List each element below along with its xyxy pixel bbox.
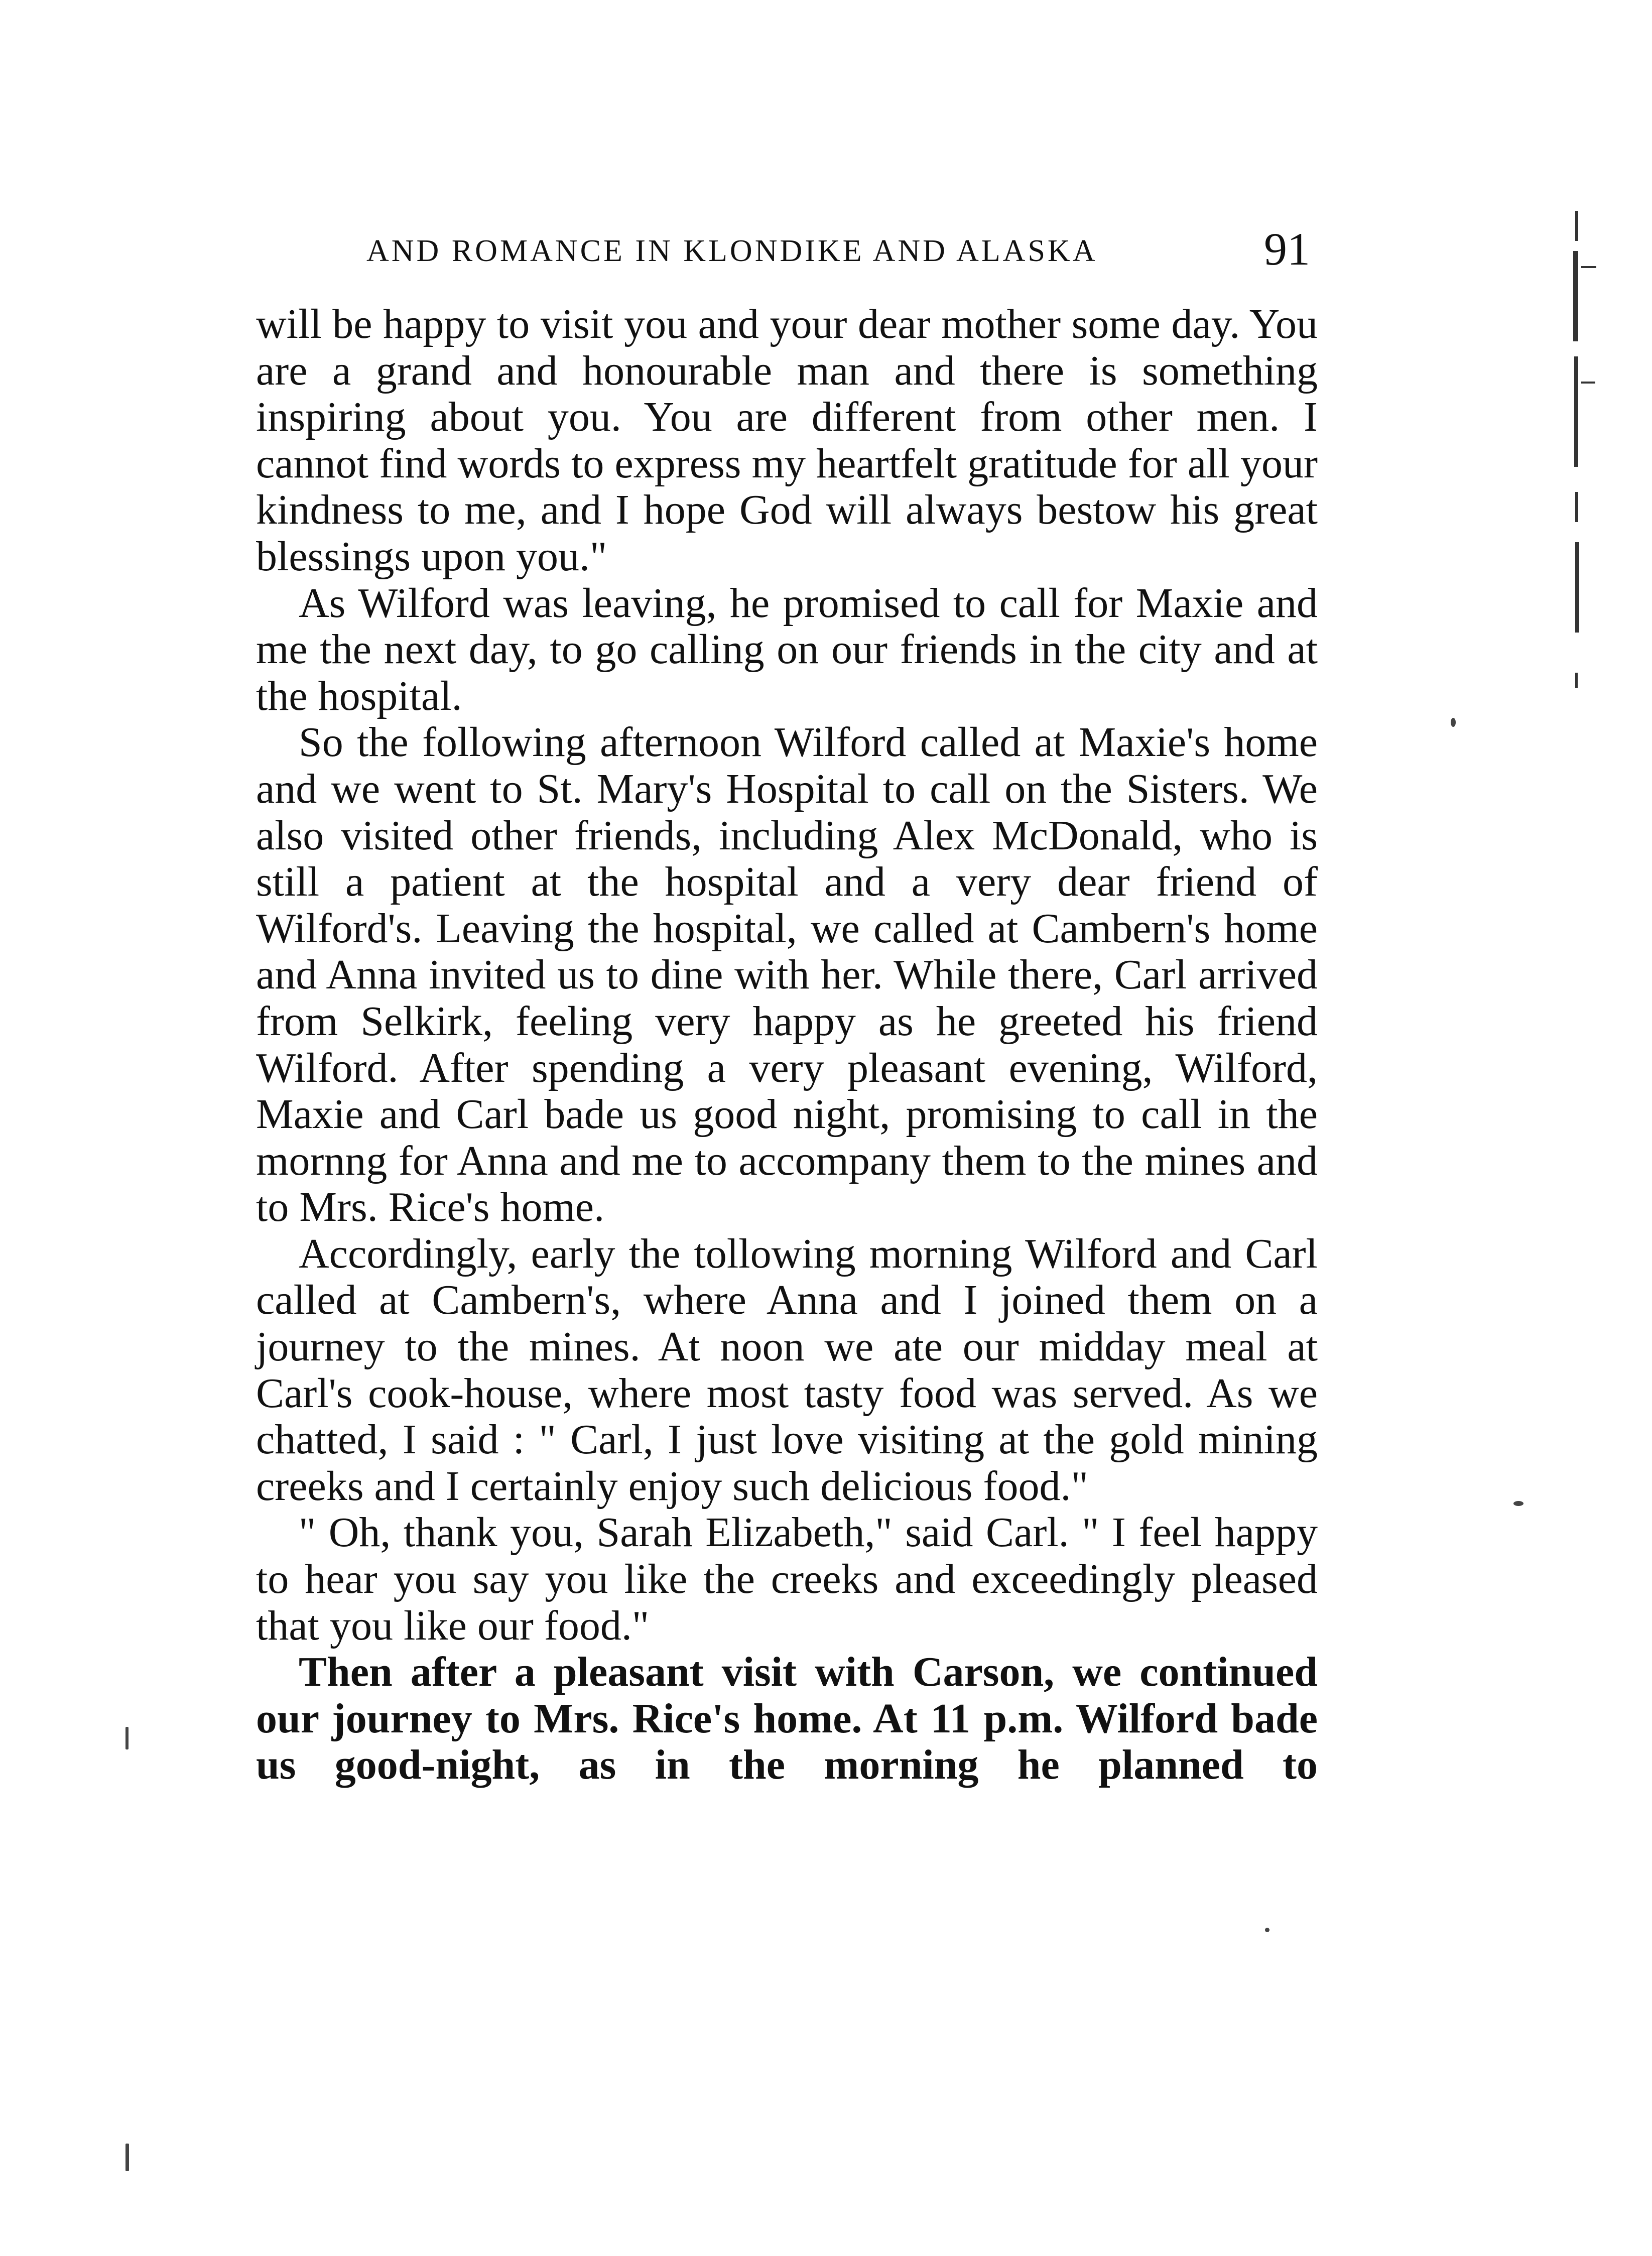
paragraph-5: " Oh, thank you, Sarah Elizabeth," said Carl. " I feel happy to hear you say you like the creeks and exceedingly pleased that you like our food." (256, 1509, 1318, 1649)
paragraph-4: Accordingly, early the tollowing morning Wilford and Carl called at Cambern's, where Anna and I joined them on a journey to the mines. At noon we ate our midday meal at Carl's cook-house, where most tasty food was served. As we chatted, I said : " Carl, I just love visiting at the gold mining creeks and I certainly enjoy such delicious food." (256, 1230, 1318, 1510)
running-head (366, 223, 1310, 275)
page-number: 91 (1264, 223, 1310, 275)
running-head-title: AND ROMANCE IN KLONDIKE AND ALASKA (366, 234, 1098, 268)
scan-artefacts (1571, 191, 1601, 793)
scan-speck (1265, 1928, 1269, 1932)
paragraph-2: As Wilford was leaving, he promised to call for Maxie and me the next day, to go calling on our friends in the city and at the hospital. (256, 579, 1318, 719)
scan-speck (1451, 718, 1456, 727)
paragraph-1: will be happy to visit you and your dear mother some day. You are a grand and honourable man and there is something inspiring about you. You are different from other men. I cannot find words to express my heartfelt gratitude for all your kindness to me, and I hope God will always bestow his great blessings upon you." (256, 301, 1318, 580)
scan-speck (125, 1727, 129, 1749)
scan-speck (1513, 1501, 1523, 1506)
scan-speck (125, 2144, 129, 2171)
paragraph-3: So the following afternoon Wilford called at Maxie's home and we went to St. Mary's Hospital to call on the Sisters. We also visited other friends, including Alex McDonald, who is still a patient at the hospital and a very dear friend of Wilford's. Leaving the hospital, we called at Cambern's home and Anna invited us to dine with her. While there, Carl arrived from Selkirk, feeling very happy as he greeted his friend Wilford. After spending a very pleasant evening, Wilford, Maxie and Carl bade us good night, promising to call in the mornng for Anna and me to accompany them to the mines and to Mrs. Rice's home. (256, 719, 1318, 1231)
paragraph-6: Then after a pleasant visit with Carson, we continued our journey to Mrs. Rice's home. At 11 p.m. Wilford bade us good-night, as in the morning he planned to (256, 1649, 1318, 1789)
body-text (256, 301, 1318, 1789)
